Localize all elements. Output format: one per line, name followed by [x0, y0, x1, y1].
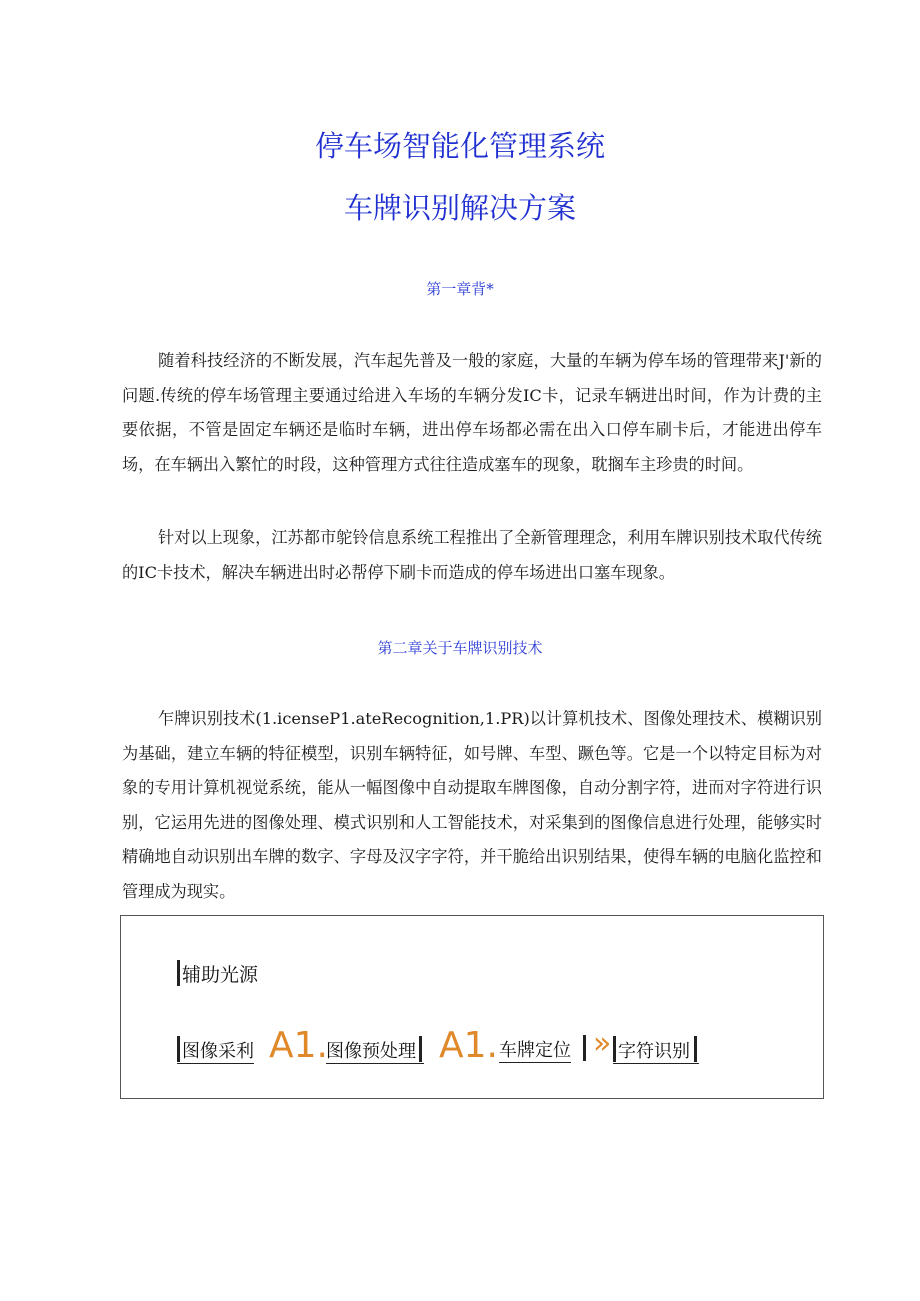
chapter2-heading: 第二章关于车牌识别技术: [377, 639, 543, 657]
stage-char-recognition-text: 字符识别: [618, 1041, 690, 1062]
chapter1-paragraph-2: 针对以上现象，江苏都市鸵铃信息系统工程推出了全新管理理念，利用车牌识别技术取代传统的IC卡技术，解决车辆进出时必帮停下刷卡而造成的停车场进出口塞车现象。: [122, 528, 822, 582]
bar-marker: [583, 1035, 586, 1061]
stage-image-capture-text: 图像采利: [182, 1041, 254, 1062]
aux-light-source-label: [177, 960, 258, 987]
doc-title-line2: 车牌识别解决方案: [343, 191, 576, 225]
bar-marker: [177, 1036, 180, 1062]
chapter1-paragraph-1: 随着科技经济的不断发展，汽车起先普及一般的家庭，大量的车辆为停车场的管理带来J'新的问题.传统的停车场管理主要通过给进入车场的车辆分发IC卡，记录车辆进出时间，作为计费的主要依据，不管是固定车辆还是临时车辆，进出停车场都必需在出入口停车刷卡后，才能进出停车场，在车辆出入繁忙的时段，这种管理方式往往造成塞车的现象，耽搁车主珍贵的时间。: [122, 351, 822, 474]
stage-plate-locate-text: 车牌定位: [499, 1040, 571, 1061]
bar-marker: [694, 1036, 697, 1062]
stage-plate-locate-bar: [583, 1035, 588, 1061]
stage-image-capture: [177, 1036, 254, 1064]
aux-light-source-text: 辅助光源: [182, 964, 259, 986]
chapter1-heading: 第一章背*: [426, 280, 494, 298]
stage-image-preprocess-text: 图像预处理: [326, 1041, 416, 1062]
flow-arrow-2: A1.: [439, 1025, 498, 1066]
flow-arrow-1: A1.: [269, 1025, 328, 1066]
flow-arrow-3: »: [593, 1026, 612, 1061]
bar-marker: [613, 1036, 616, 1062]
chapter2-paragraph-1: 乍牌识别技术(1.icenseP1.ateRecognition,1.PR)以计算机技术、图像处理技术、模糊识别为基础，建立车辆的特征模型，识别车辆特征，如号牌、车型、蹶色等。它是一个以特定目标为对象的专用计算机视觉系统，能从一幅图像中自动提取车牌图像，自动分割字符，进而对字符进行识别，它运用先进的图像处理、模式识别和人工智能技术，对采集到的图像信息进行处理，能够实时精确地自动识别出车牌的数字、字母及汉字字符，并干脆给出识别结果，使得车辆的电脑化监控和管理成为现实。: [122, 709, 822, 901]
stage-plate-locate: [499, 1036, 571, 1063]
stage-char-recognition: [613, 1036, 699, 1064]
doc-title-line1: 停车场智能化管理系统: [314, 129, 605, 163]
recognition-flow-diagram: [120, 915, 824, 1099]
bar-marker: [177, 960, 180, 986]
bar-marker: [419, 1036, 422, 1062]
stage-image-preprocess: [326, 1036, 424, 1064]
